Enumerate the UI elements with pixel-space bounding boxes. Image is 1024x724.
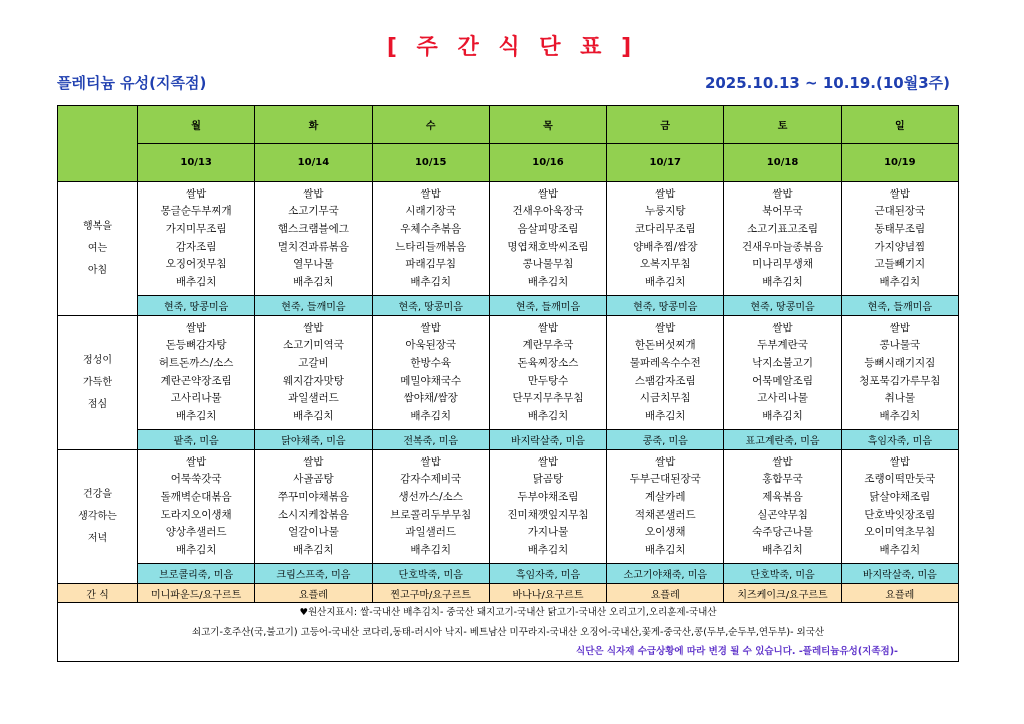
breakfast-porridge-sat: 현죽, 땅콩미음 [724, 296, 841, 316]
page-title: [ 주 간 식 단 표 ] [386, 35, 638, 60]
dish-item: 소고기무국 [288, 205, 339, 218]
dish-item: 쌀밥 [420, 455, 441, 468]
dish-item: 멸치견과류볶음 [277, 240, 349, 253]
dish-item: 오이생채 [644, 526, 686, 539]
dish-item: 쌀밥 [889, 455, 910, 468]
dish-item: 스팸감자조림 [634, 374, 696, 387]
dish-item: 코다리무조림 [634, 222, 696, 235]
dish-item: 제육볶음 [762, 490, 803, 503]
lunch-cell-sat [724, 316, 841, 430]
dish-item: 느타리들깨볶음 [395, 240, 467, 253]
dish-item: 과일샐러드 [405, 526, 457, 539]
dish-item: 메밀야채국수 [400, 374, 462, 387]
dish-item: 어묵쑥갓국 [170, 473, 222, 486]
dish-item: 계살카레 [644, 490, 686, 503]
dish-item: 쌀밥 [889, 187, 910, 200]
dish-item: 쌀밥 [185, 455, 207, 468]
dish-item: 동태무조림 [874, 222, 926, 235]
meal-label-line: 정성이 [83, 354, 112, 366]
snack-sun: 요플레 [841, 584, 958, 603]
dish-item: 계란무추국 [522, 339, 574, 352]
dish-item: 배추김치 [644, 409, 686, 422]
meal-label-line: 생각하는 [78, 510, 117, 522]
dish-item: 단호박잇장조림 [864, 508, 936, 521]
breakfast-cell-sun [841, 182, 958, 296]
dish-item: 양상추샐러드 [165, 526, 227, 539]
meal-label-line: 점심 [87, 398, 108, 410]
dish-item: 쭈꾸미야채볶음 [277, 490, 349, 503]
dish-item: 배추김치 [410, 409, 451, 422]
dish-item: 쌀밥 [772, 187, 793, 200]
dish-item: 만두탕수 [527, 374, 569, 387]
origin-info-line-1: ♥원산지표시: 쌀-국내산 배추김치- 중국산 돼지고기-국내산 닭고기-국내산 오리고기,오리훈제-국내산 [299, 607, 717, 618]
lunch-cell-thu [489, 316, 606, 430]
date-sun: 10/19 [841, 144, 958, 182]
dish-item: 단무지무추무침 [512, 392, 584, 405]
dish-item: 배추김치 [293, 275, 334, 288]
dinner-cell-sun [841, 450, 958, 564]
dish-item: 소고기미역국 [282, 339, 344, 352]
meal-label-line: 아침 [87, 264, 108, 276]
date-sat: 10/18 [724, 144, 841, 182]
dish-item: 오복지무침 [639, 258, 691, 271]
dish-item: 소시지케찹볶음 [277, 508, 349, 521]
day-wed: 수 [372, 106, 489, 144]
dish-item: 닭살야채조림 [869, 490, 931, 503]
dish-item: 우체수추볶음 [400, 222, 462, 235]
dish-item: 쌀밥 [420, 321, 441, 334]
date-header-row [58, 144, 959, 182]
dish-item: 쌈야채/쌈장 [403, 392, 458, 405]
dish-item: 배추김치 [175, 275, 217, 288]
breakfast-porridge-sun: 현죽, 들깨미음 [841, 296, 958, 316]
dish-item: 두부계란국 [757, 339, 808, 352]
meal-row-breakfast [58, 182, 959, 296]
footer-notes [58, 603, 959, 662]
dish-item: 쌀밥 [655, 187, 676, 200]
snack-mon: 미니파운드/요구르트 [138, 584, 255, 603]
meal-label-line: 여는 [87, 242, 108, 254]
dish-item: 돈육찌장소스 [517, 356, 579, 369]
day-thu: 목 [489, 106, 606, 144]
dinner-porridge-mon: 브로콜리죽, 미음 [138, 564, 255, 584]
dish-item: 두부근대된장국 [629, 473, 701, 486]
meal-label-dinner [58, 450, 138, 584]
meal-row-dinner [58, 450, 959, 564]
dish-item: 배추김치 [879, 275, 921, 288]
dish-item: 과일샐러드 [288, 392, 339, 405]
dish-item: 근대된장국 [874, 205, 926, 218]
dinner-porridge-fri: 소고기야채죽, 미음 [607, 564, 724, 584]
dish-item: 적채콘샐러드 [634, 508, 696, 521]
snack-tue: 요플레 [255, 584, 372, 603]
dish-item: 조랭이떡만둣국 [864, 473, 936, 486]
lunch-cell-sun [841, 316, 958, 430]
snack-fri: 요플레 [607, 584, 724, 603]
day-fri: 금 [607, 106, 724, 144]
dinner-cell-mon [138, 450, 255, 564]
dish-item: 취나물 [884, 392, 916, 405]
meal-label-lunch [58, 316, 138, 450]
dish-item: 고들빼기지 [874, 258, 926, 271]
lunch-porridge-sat: 표고계란죽, 미음 [724, 430, 841, 450]
breakfast-porridge-wed: 현죽, 땅콩미음 [372, 296, 489, 316]
dish-item: 쌀밥 [772, 455, 793, 468]
dish-item: 양배추찜/쌈장 [633, 240, 698, 253]
dish-item: 배추김치 [410, 543, 451, 556]
lunch-cell-mon [138, 316, 255, 430]
snack-thu: 바나나/요구르트 [489, 584, 606, 603]
breakfast-cell-thu [489, 182, 606, 296]
dish-item: 어묵메알조림 [752, 374, 813, 387]
dish-item: 시금치무침 [639, 392, 691, 405]
dish-item: 감자조림 [175, 240, 217, 253]
dish-item: 배추김치 [175, 543, 217, 556]
day-sun: 일 [841, 106, 958, 144]
date-tue: 10/14 [255, 144, 372, 182]
breakfast-porridge-fri: 현죽, 땅콩미음 [607, 296, 724, 316]
dish-item: 몽글순두부찌개 [160, 205, 232, 218]
dish-item: 쌀밥 [537, 455, 559, 468]
origin-info-line-2: 쇠고기-호주산(국,불고기) 고등어-국내산 코다리,동태-러시아 낙지- 베트남산 미꾸라지-국내산 오징어-국내산,꽃게-중국산,콩(두부,순두부,연두부)- 외국산 [191, 627, 825, 638]
dish-item: 쌀밥 [303, 187, 324, 200]
dish-item: 배추김치 [527, 543, 569, 556]
dish-item: 배추김치 [762, 409, 803, 422]
dish-item: 가지나물 [527, 526, 569, 539]
dinner-cell-thu [489, 450, 606, 564]
lunch-cell-tue [255, 316, 372, 430]
dish-item: 쌀밥 [655, 455, 676, 468]
dish-item: 북어무국 [762, 205, 803, 218]
snack-row [58, 584, 959, 603]
porridge-row-lunch [58, 430, 959, 450]
dinner-cell-wed [372, 450, 489, 564]
dish-item: 쌀밥 [889, 321, 910, 334]
dish-item: 실곤약무침 [757, 508, 808, 521]
dinner-porridge-sat: 단호박죽, 미음 [724, 564, 841, 584]
breakfast-cell-mon [138, 182, 255, 296]
lunch-porridge-wed: 전복죽, 미음 [372, 430, 489, 450]
meal-label-line: 가득한 [83, 376, 112, 388]
dinner-cell-fri [607, 450, 724, 564]
dinner-porridge-sun: 바지락살죽, 미음 [841, 564, 958, 584]
meal-label-line: 저녁 [87, 532, 108, 544]
meal-label-line: 건강을 [83, 488, 112, 500]
dish-item: 미나리무생채 [752, 258, 813, 271]
dish-item: 두부야채조림 [517, 490, 579, 503]
dish-item: 배추김치 [527, 275, 569, 288]
meal-label-line: 행복을 [83, 220, 112, 232]
dish-item: 건새우마늘종볶음 [741, 240, 824, 253]
dish-item: 배추김치 [644, 543, 686, 556]
lunch-cell-fri [607, 316, 724, 430]
dish-item: 시래기장국 [405, 205, 457, 218]
dish-item: 얼갈이나물 [288, 526, 339, 539]
branch-name: 플레티늄 유성(지족점) [57, 74, 207, 92]
porridge-row-dinner [58, 564, 959, 584]
breakfast-porridge-tue: 현죽, 들깨미음 [255, 296, 372, 316]
breakfast-cell-wed [372, 182, 489, 296]
dish-item: 청포묵김가루무침 [859, 374, 941, 387]
dish-item: 쌀밥 [537, 187, 559, 200]
dish-item: 건새우아욱장국 [512, 205, 584, 218]
dish-item: 웨지감자맛탕 [282, 374, 344, 387]
lunch-cell-wed [372, 316, 489, 430]
dish-item: 오징어젓무침 [165, 258, 227, 271]
dish-item: 한방수육 [410, 356, 451, 369]
dish-item: 음살피망조림 [517, 222, 579, 235]
breakfast-cell-fri [607, 182, 724, 296]
lunch-porridge-sun: 흑임자죽, 미음 [841, 430, 958, 450]
dish-item: 고사리나물 [757, 392, 808, 405]
dish-item: 계란곤약장조림 [160, 374, 232, 387]
dish-item: 가지양념찜 [874, 240, 926, 253]
date-thu: 10/16 [489, 144, 606, 182]
dish-item: 허트돈까스/소스 [158, 356, 234, 369]
dish-item: 소고기표고조림 [747, 222, 819, 235]
dish-item: 쌀밥 [420, 187, 441, 200]
dish-item: 쌀밥 [303, 321, 324, 334]
dish-item: 열무나물 [293, 258, 334, 271]
dinner-cell-tue [255, 450, 372, 564]
dish-item: 명엽채호박씨조림 [507, 240, 589, 253]
dinner-cell-sat [724, 450, 841, 564]
dish-item: 오이미역초무침 [864, 526, 936, 539]
dish-item: 햄스크램블에그 [277, 222, 349, 235]
dish-item: 감자수제비국 [400, 473, 462, 486]
dish-item: 숙주당근나물 [752, 526, 813, 539]
breakfast-porridge-mon: 현죽, 땅콩미음 [138, 296, 255, 316]
menu-change-notice: 식단은 식자재 수급상황에 따라 변경 될 수 있습니다. -플레티늄유성(지족점)- [576, 646, 898, 657]
dinner-porridge-tue: 크림스프죽, 미음 [255, 564, 372, 584]
footer-row [58, 603, 959, 662]
dish-item: 고갈비 [298, 356, 329, 369]
weekly-menu-table [57, 105, 959, 662]
snack-sat: 치즈케이크/요구르트 [724, 584, 841, 603]
dish-item: 배추김치 [293, 543, 334, 556]
breakfast-cell-sat [724, 182, 841, 296]
dish-item: 배추김치 [762, 543, 803, 556]
dish-item: 고사리나물 [170, 392, 222, 405]
dish-item: 돈등뼈감자탕 [165, 339, 227, 352]
dish-item: 배추김치 [527, 409, 569, 422]
dish-item: 돌깨벽순대볶음 [160, 490, 232, 503]
lunch-porridge-thu: 바지락살죽, 미음 [489, 430, 606, 450]
dish-item: 쌀밥 [185, 187, 207, 200]
dish-item: 한돈버섯찌개 [634, 339, 696, 352]
meal-row-lunch [58, 316, 959, 430]
dish-item: 도라지오이생채 [160, 508, 232, 521]
date-fri: 10/17 [607, 144, 724, 182]
snack-label: 간 식 [58, 584, 138, 603]
dish-item: 배추김치 [879, 543, 921, 556]
lunch-porridge-mon: 팥죽, 미음 [138, 430, 255, 450]
breakfast-porridge-thu: 현죽, 들깨미음 [489, 296, 606, 316]
menu-period: 2025.10.13 ~ 10.19.(10월3주) [704, 74, 950, 92]
dish-item: 브로콜리두부무침 [390, 508, 472, 521]
day-sat: 토 [724, 106, 841, 144]
day-tue: 화 [255, 106, 372, 144]
dish-item: 쌀밥 [537, 321, 559, 334]
dish-item: 물파레옥수수전 [629, 356, 701, 369]
day-header-row [58, 106, 959, 144]
dish-item: 배추김치 [175, 409, 217, 422]
dish-item: 생선까스/소스 [398, 490, 463, 503]
meal-label-breakfast [58, 182, 138, 316]
header-corner [58, 106, 138, 182]
lunch-porridge-fri: 콩죽, 미음 [607, 430, 724, 450]
date-wed: 10/15 [372, 144, 489, 182]
dinner-porridge-thu: 흑임자죽, 미음 [489, 564, 606, 584]
dish-item: 콩나물무침 [522, 258, 574, 271]
dish-item: 쌀밥 [772, 321, 793, 334]
dish-item: 아욱된장국 [405, 339, 457, 352]
dish-item: 배추김치 [762, 275, 803, 288]
dish-item: 배추김치 [293, 409, 334, 422]
dish-item: 배추김치 [644, 275, 686, 288]
dish-item: 가지미무조림 [165, 222, 227, 235]
dish-item: 쌀밥 [303, 455, 324, 468]
snack-wed: 찐고구마/요구르트 [372, 584, 489, 603]
dish-item: 누룽지탕 [644, 205, 686, 218]
date-mon: 10/13 [138, 144, 255, 182]
dish-item: 닭곰탕 [532, 473, 564, 486]
dish-item: 진미채깻잎지무침 [507, 508, 589, 521]
dish-item: 낙지소불고기 [752, 356, 813, 369]
dish-item: 사골곰탕 [293, 473, 334, 486]
day-mon: 월 [138, 106, 255, 144]
dish-item: 파래김무침 [405, 258, 457, 271]
lunch-porridge-tue: 닭야채죽, 미음 [255, 430, 372, 450]
dish-item: 배추김치 [410, 275, 451, 288]
dish-item: 배추김치 [879, 409, 921, 422]
dish-item: 쌀밥 [655, 321, 676, 334]
porridge-row-breakfast [58, 296, 959, 316]
breakfast-cell-tue [255, 182, 372, 296]
dish-item: 쌀밥 [185, 321, 207, 334]
dinner-porridge-wed: 단호박죽, 미음 [372, 564, 489, 584]
dish-item: 홍합무국 [762, 473, 803, 486]
dish-item: 콩나물국 [879, 339, 921, 352]
dish-item: 등뼈시래기지짐 [864, 356, 936, 369]
